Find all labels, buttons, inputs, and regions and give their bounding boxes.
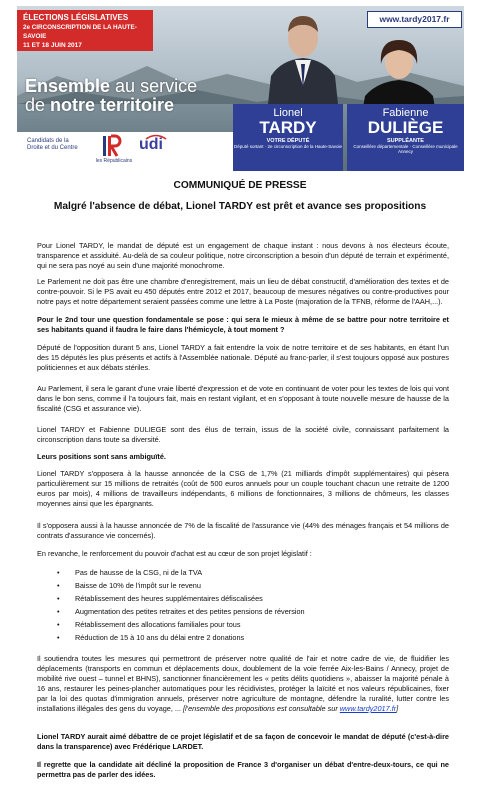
list-item: • Rétablissement des allocations familiales pour tous [57,618,437,631]
paragraph-1: Pour Lionel TARDY, le mandat de député est un engagement de chaque instant : nous devons à nos électeurs écoute, transparence et assiduité. Au-delà de sa couleur politique, notre circonscription a besoin d'un député de terrain et expérimenté, qui ne sera pas noyé au sein d'une majorité monochrome. [37,241,449,270]
paragraph-13 [37,760,449,780]
election-dates: 11 ET 18 JUIN 2017 [23,42,82,49]
candidate-tardy-card [233,104,343,171]
paragraph-12 [37,732,449,752]
candidate1-subtitle: Député sortant · 2e circonscription de la Haute-Savoie [233,144,343,149]
paragraph-11 [37,654,449,714]
slogan-line1 [25,76,197,96]
udi-logo: udi [139,136,163,153]
paragraph-5: Au Parlement, il sera le garant d'une vraie liberté d'expression et de vote en continuant de voter pour les textes de lois qui vont dans le bon sens, comme il l'a toujours fait, mais en restant vigilant, et en s'opposant à toute nouvelle mesure de hausse de la fiscalité (CSG et assurance vie). [37,384,449,413]
paragraph-6: Lionel TARDY et Fabienne DULIEGE sont des élus de terrain, issus de la société civile, connaissant parfaitement la circonscription dans toute sa diversité. [37,425,449,444]
list-item: • Réduction de 15 à 10 ans du délai entre 2 donations [57,631,437,644]
list-item: • Rétablissement des heures supplémentaires défiscalisées [57,592,437,605]
paragraph-11-text: Il soutiendra toutes les mesures qui permettront de préserver notre qualité de l'air et notre cadre de vie, de fluidifier les déplacements (transports en commun et déplacements doux, doublement de la voie ferrée Aix-les-Bains / Annecy, projet de mobilité rive ouest – tunnel et BHNS), sanctionner financièrement les « petits délits quotidiens », abaisser la majorité pénale à 16 ans, restaurer les peines-plancher automatiques pour les récidivistes, protéger la laïcité et nos valeurs républicaines, fixer par la loi des quotas d'immigration annuels, préserver notre agriculture de montagne, défendre la ruralité, lutter contre les installations illégales des gens du voyage, ... [37,654,449,713]
paragraph-9: Il s'opposera aussi à la hausse annoncée de 7% de la fiscalité de l'assurance vie (44% des ménages français et 54 millions de contrats d'assurance vie concernés). [37,521,449,540]
paragraph-7 [37,452,449,462]
paragraph-11-tail: [l'ensemble des propositions est consultable sur [183,704,340,713]
paragraph-3-text: Pour le 2nd tour une question fondamentale se pose : qui sera le mieux à même de se battre pour notre territoire et ses habitants quand il faudra le faire dans l'hémicycle, à tout moment ? [37,315,449,334]
campaign-banner [17,6,464,171]
candidate2-subtitle: Conseillère départementale · Conseillère municipale Annecy [353,144,458,154]
document-title: COMMUNIQUÉ DE PRESSE [173,180,307,191]
website-label: www.tardy2017.fr [367,11,462,28]
slogan-line2 [25,95,174,115]
slogan-rest-1: au service [110,76,198,96]
slogan-rest-2: notre territoire [50,95,175,115]
candidate2-role: SUPPLÉANTE [387,138,424,144]
candidates-label: Candidats de la Droite et du Centre [27,138,78,151]
paragraph-2: Le Parlement ne doit pas être une chambre d'enregistrement, mais un lieu de débat constructif, d'amélioration des textes et de contre-pouvoir. Si le PS avait eu 450 députés entre 2012 et 2017, beaucoup de mesures négatives ou contre-productives pour notre pays et notre département seraient passées comme une lettre à La Poste (majoration de la TFNB, réforme de l'AAH,...). [37,277,449,306]
candidate1-last-name: TARDY [259,118,317,137]
paragraph-8: Lionel TARDY s'opposera à la hausse annoncée de la CSG de 1,7% (21 milliards d'impôt supplémentaires) qui pèsera particulièrement sur 15 millions de retraités (coût de 500 euros annuels pour un couple touchant chacun une retraite de 1200 euros par mois), 4 millions de travailleurs indépendants, 6 millions de fonctionnaires, 3 millions de chômeurs, les classes moyennes ainsi que les épargnants. [37,469,449,508]
slogan-word-1: Ensemble [25,76,111,96]
list-item: • Augmentation des petites retraites et des petites pensions de réversion [57,605,437,618]
proposals-list [57,566,437,644]
candidate1-role: VOTRE DÉPUTÉ [266,138,310,144]
les-republicains-label: les Républicains [95,158,133,164]
paragraph-12-text: Lionel TARDY aurait aimé débattre de ce projet législatif et de sa façon de concevoir le mandat de député (c'est-à-dire dans la transparence) avec Frédérique LARDET. [37,732,449,751]
website-link[interactable]: www.tardy2017.fr [339,704,397,713]
paragraph-4: Député de l'opposition durant 5 ans, Lionel TARDY a fait entendre la voix de notre territoire et de ses habitants, en étant l'un des 15 députés les plus présents et actifs à l'Assemblée nationale. Député au franc-parler, il s'est toujours opposé aux postures politiciennes et aux débats stériles. [37,343,449,372]
paragraph-3 [37,315,449,335]
slogan-word-2: de [25,95,51,115]
paragraph-10: En revanche, le renforcement du pouvoir d'achat est au cœur de son projet législatif : [37,549,312,558]
list-item: • Pas de hausse de la CSG, ni de la TVA [57,566,437,579]
list-item: • Baisse de 10% de l'impôt sur le revenu [57,579,437,592]
candidate2-first-name: Fabienne [382,107,429,119]
document-subtitle: Malgré l'absence de débat, Lionel TARDY est prêt et avance ses propositions [53,201,427,212]
election-title: ÉLECTIONS LÉGISLATIVES [23,13,129,22]
paragraph-13-text: Il regrette que la candidate ait décliné la proposition de France 3 d'organiser un débat d'entre-deux-tours, ce qui ne permettra pas de parler des idées. [37,760,449,779]
party-logos [17,132,233,171]
election-circonscription: 2e CIRCONSCRIPTION DE LA HAUTE-SAVOIE [23,24,137,40]
candidate-duliege-card [347,104,464,171]
paragraph-7-text: Leurs positions sont sans ambiguïté. [37,452,166,461]
candidate1-first-name: Lionel [273,107,303,119]
election-banner [17,10,153,51]
candidate2-last-name: DULIÈGE [367,118,444,137]
paragraph-11-end: ] [396,704,399,713]
